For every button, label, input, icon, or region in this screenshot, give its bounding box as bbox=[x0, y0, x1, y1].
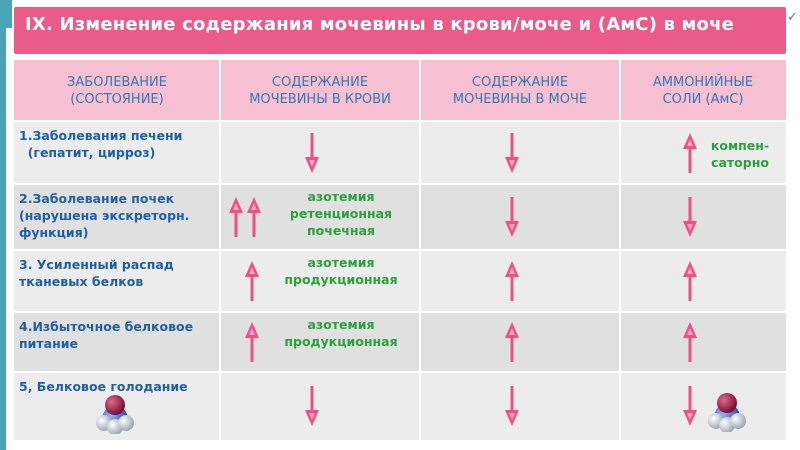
ammonia-molecule-icon bbox=[94, 392, 136, 434]
table-cell bbox=[420, 184, 620, 250]
blood-note: азотемия продукционная bbox=[284, 317, 398, 349]
arrow-down-icon bbox=[504, 132, 520, 174]
table-header-2: СОДЕРЖАНИЕ МОЧЕВИНЫ В МОЧЕ bbox=[420, 60, 620, 121]
arrow-down-icon bbox=[682, 385, 698, 427]
row-divider bbox=[14, 183, 786, 185]
arrow-up-icon bbox=[504, 260, 520, 302]
table-row bbox=[14, 121, 786, 184]
row-divider bbox=[14, 311, 786, 313]
table-cell bbox=[620, 312, 786, 372]
table-cell bbox=[620, 184, 786, 250]
blood-note: азотемия продукционная bbox=[284, 255, 398, 287]
table-cell bbox=[220, 121, 420, 184]
row-divider bbox=[14, 249, 786, 251]
ammonia-molecule-icon bbox=[706, 390, 748, 432]
arrow-down-icon bbox=[304, 132, 320, 174]
arrow-up-icon bbox=[682, 260, 698, 302]
table-cell bbox=[620, 372, 786, 440]
disease-label: 2.Заболевание почек (нарушена экскреторн. функция) bbox=[19, 191, 190, 240]
arrow-up-icon bbox=[682, 321, 698, 363]
findings-table bbox=[14, 60, 786, 440]
arrow-up-icon bbox=[228, 196, 244, 238]
table-header-3: АММОНИЙНЫЕ СОЛИ (АмС) bbox=[620, 60, 786, 121]
arrow-up-icon bbox=[504, 321, 520, 363]
arrow-down-icon bbox=[504, 385, 520, 427]
corner-accent-tab bbox=[6, 0, 12, 28]
table-row bbox=[14, 312, 786, 372]
disease-label: 1.Заболевания печени (гепатит, цирроз) bbox=[19, 128, 183, 160]
table-cell bbox=[420, 250, 620, 312]
arrow-down-icon bbox=[504, 196, 520, 238]
row-divider bbox=[14, 371, 786, 373]
disease-label: 3. Усиленный распад тканевых белков bbox=[19, 257, 174, 289]
checkmark-icon: ✓ bbox=[787, 10, 798, 25]
arrow-down-icon bbox=[304, 385, 320, 427]
disease-label: 4.Избыточное белковое питание bbox=[19, 319, 194, 351]
table-cell bbox=[220, 372, 420, 440]
table-cell bbox=[420, 121, 620, 184]
ammonium-note: компен- саторно bbox=[710, 138, 770, 170]
arrow-down-icon bbox=[682, 196, 698, 238]
table-row bbox=[14, 184, 786, 250]
table-cell bbox=[620, 250, 786, 312]
arrow-up-icon bbox=[244, 321, 260, 363]
blood-note: азотемия ретенционная почечная bbox=[289, 189, 393, 238]
slide-title: IX. Изменение содержания мочевины в крови/моче и (АмС) в моче bbox=[25, 14, 735, 35]
row-divider bbox=[14, 120, 786, 122]
disease-label: 5, Белковое голодание bbox=[19, 379, 188, 394]
arrow-up-icon bbox=[246, 196, 262, 238]
left-accent-bar bbox=[0, 0, 6, 450]
table-cell bbox=[420, 372, 620, 440]
table-header-0: ЗАБОЛЕВАНИЕ (СОСТОЯНИЕ) bbox=[14, 60, 220, 121]
table-header-1: СОДЕРЖАНИЕ МОЧЕВИНЫ В КРОВИ bbox=[220, 60, 420, 121]
table-row bbox=[14, 250, 786, 312]
table-cell bbox=[420, 312, 620, 372]
arrow-up-icon bbox=[244, 260, 260, 302]
arrow-up-icon bbox=[682, 132, 698, 174]
